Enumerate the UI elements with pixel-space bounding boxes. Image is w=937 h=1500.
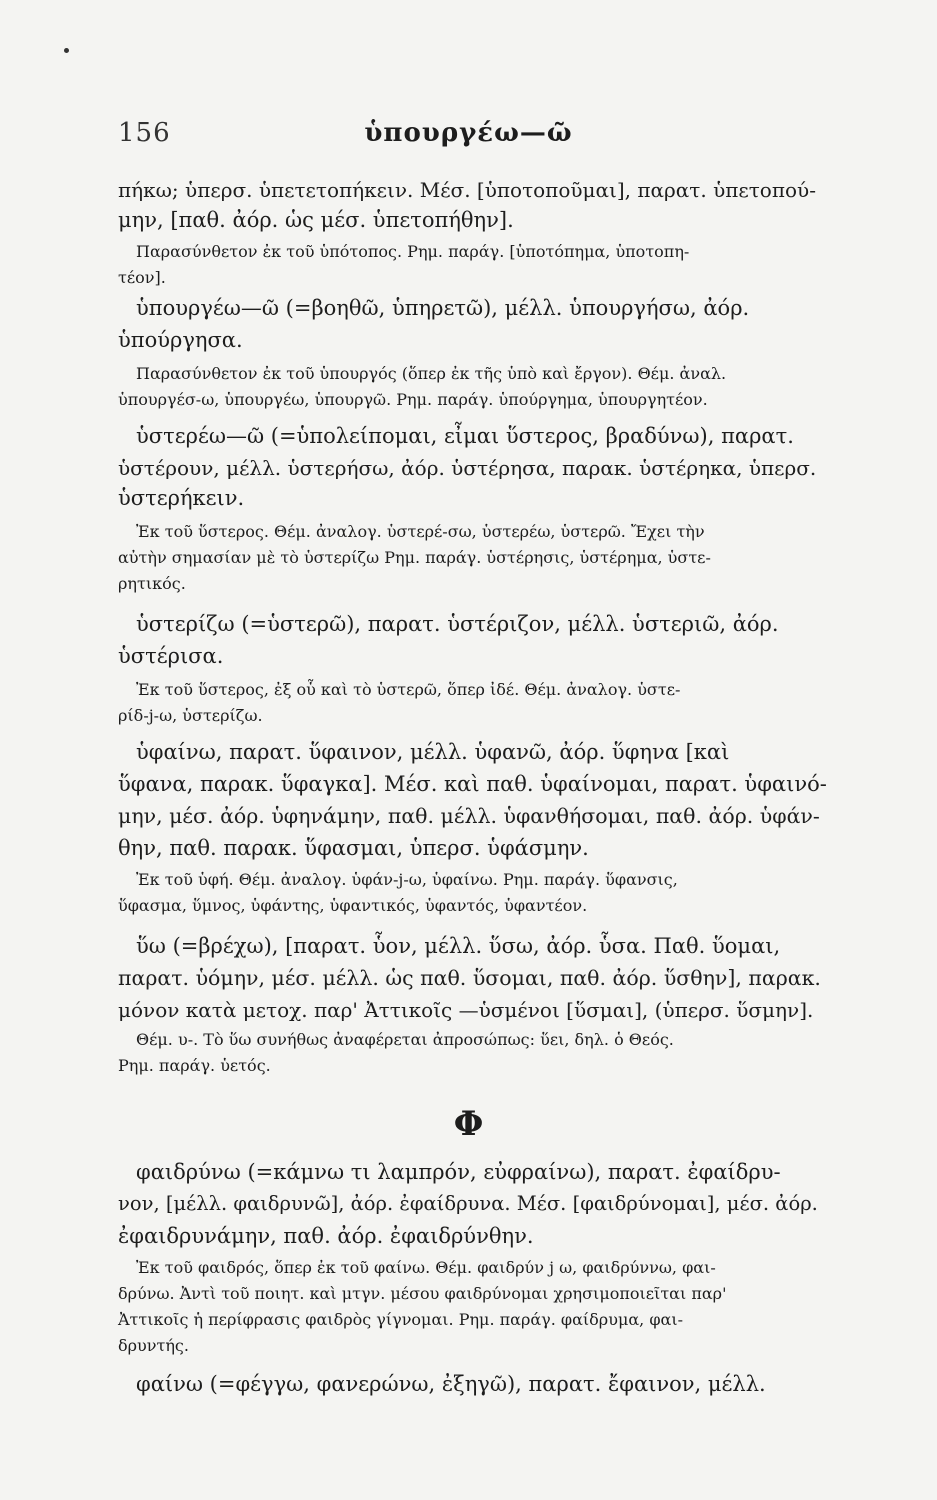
text-line: Ἐκ τοῦ ὑφή. Θέμ. ἀναλογ. ὑφάν-j-ω, ὑφαίνω. Ρημ. παράγ. ὕφανσις, [136, 870, 678, 889]
text-line: ἐφαιδρυνάμην, παθ. ἀόρ. ἐφαιδρύνθην. [118, 1224, 534, 1248]
text-line: ὑστερήκειν. [118, 486, 245, 510]
entry-line: ὑστερέω—ῶ (=ὑπολείπομαι, εἶμαι ὕστερος, βραδύνω), παρατ. [136, 424, 794, 448]
text-line: θην, παθ. παρακ. ὕφασμαι, ὑπερσ. ὑφάσμην. [118, 836, 589, 860]
text-line: ὑστέρουν, μέλλ. ὑστερήσω, ἀόρ. ὑστέρησα, παρακ. ὑστέρηκα, ὑπερσ. [118, 456, 817, 480]
text-line: μην, [παθ. ἀόρ. ὡς μέσ. ὑπετοπήθην]. [118, 208, 514, 232]
text-line: ρητικός. [118, 574, 186, 593]
entry-line: φαίνω (=φέγγω, φανερώνω, ἐξηγῶ), παρατ. ἔφαινον, μέλλ. [136, 1372, 766, 1396]
text-line: Ἐκ τοῦ ὕστερος, ἐξ οὗ καὶ τὸ ὑστερῶ, ὅπερ ἰδέ. Θέμ. ἀναλογ. ὑστε- [136, 680, 681, 699]
text-line: μην, μέσ. ἀόρ. ὑφηνάμην, παθ. μέλλ. ὑφανθήσομαι, παθ. ἀόρ. ὑφάν- [118, 804, 820, 828]
text-line: Ἀττικοῖς ἡ περίφρασις φαιδρὸς γίγνομαι. Ρημ. παράγ. φαίδρυμα, φαι- [118, 1310, 683, 1329]
running-head [0, 118, 937, 158]
text-line: ὕφασμα, ὕμνος, ὑφάντης, ὑφαντικός, ὑφαντός, ὑφαντέον. [118, 896, 588, 915]
text-line: Ρημ. παράγ. ὑετός. [118, 1056, 271, 1075]
text-line: ὑπουργέσ-ω, ὑπουργέω, ὑπουργῶ. Ρημ. παράγ. ὑπούργημα, ὑπουργητέον. [118, 390, 708, 409]
text-line: Παρασύνθετον ἐκ τοῦ ὑπουργός (ὅπερ ἐκ τῆς ὑπὸ καὶ ἔργον). Θέμ. ἀναλ. [136, 364, 727, 383]
text-line: νον, [μέλλ. φαιδρυνῶ], ἀόρ. ἐφαίδρυνα. Μέσ. [φαιδρύνομαι], μέσ. ἀόρ. [118, 1192, 818, 1215]
text-line: Ἐκ τοῦ ὕστερος. Θέμ. ἀναλογ. ὑστερέ-σω, ὑστερέω, ὑστερῶ. Ἔχει τὴν [136, 522, 705, 541]
text-line: αὐτὴν σημασίαν μὲ τὸ ὑστερίζω Ρημ. παράγ. ὑστέρησις, ὑστέρημα, ὑστε- [118, 548, 711, 567]
text-line: τέον]. [118, 268, 166, 287]
entry-line: φαιδρύνω (=κάμνω τι λαμπρόν, εὐφραίνω), παρατ. ἐφαίδρυ- [136, 1160, 781, 1184]
ink-speck [64, 48, 69, 53]
entry-line: ὑπουργέω—ῶ (=βοηθῶ, ὑπηρετῶ), μέλλ. ὑπουργήσω, ἀόρ. [136, 296, 750, 320]
head-word: ὑπουργέω—ῶ [364, 118, 573, 148]
text-line: ρίδ-j-ω, ὑστερίζω. [118, 706, 263, 725]
text-line: Θέμ. υ-. Τὸ ὕω συνήθως ἀναφέρεται ἀπροσώπως: ὕει, δηλ. ὁ Θεός. [136, 1030, 674, 1049]
text-line: ὑστέρισα. [118, 644, 224, 668]
entry-line: ὑφαίνω, παρατ. ὕφαινον, μέλλ. ὑφανῶ, ἀόρ. ὕφηνα [καὶ [136, 740, 730, 764]
letter-heading: Φ [453, 1104, 484, 1144]
entry-line: ὑστερίζω (=ὑστερῶ), παρατ. ὑστέριζον, μέλλ. ὑστεριῶ, ἀόρ. [136, 612, 779, 636]
page-number: 156 [118, 118, 171, 148]
text-line: ὕφανα, παρακ. ὕφαγκα]. Μέσ. καὶ παθ. ὑφαίνομαι, παρατ. ὑφαινό- [118, 772, 827, 796]
text-line: δρυντής. [118, 1336, 189, 1355]
text-line: δρύνω. Ἀντὶ τοῦ ποιητ. καὶ μτγν. μέσου φαιδρύνομαι χρησιμοποιεῖται παρ' [118, 1284, 727, 1303]
text-line: πήκω; ὑπερσ. ὑπετετοπήκειν. Μέσ. [ὑποτοποῦμαι], παρατ. ὑπετοπού- [118, 178, 816, 202]
text-line: μόνον κατὰ μετοχ. παρ' Ἀττικοῖς —ὑσμένοι [ὕσμαι], (ὑπερσ. ὕσμην]. [118, 998, 814, 1022]
text-line: παρατ. ὑόμην, μέσ. μέλλ. ὡς παθ. ὕσομαι, παθ. ἀόρ. ὕσθην], παρακ. [118, 966, 821, 990]
text-line: Παρασύνθετον ἐκ τοῦ ὑπότοπος. Ρημ. παράγ. [ὑποτόπημα, ὑποτοπη- [136, 242, 690, 261]
text-line: Ἐκ τοῦ φαιδρός, ὅπερ ἐκ τοῦ φαίνω. Θέμ. φαιδρύν j ω, φαιδρύννω, φαι- [136, 1258, 716, 1277]
entry-line: ὕω (=βρέχω), [παρατ. ὗον, μέλλ. ὕσω, ἀόρ. ὗσα. Παθ. ὕομαι, [136, 934, 781, 958]
text-line: ὑπούργησα. [118, 328, 243, 352]
